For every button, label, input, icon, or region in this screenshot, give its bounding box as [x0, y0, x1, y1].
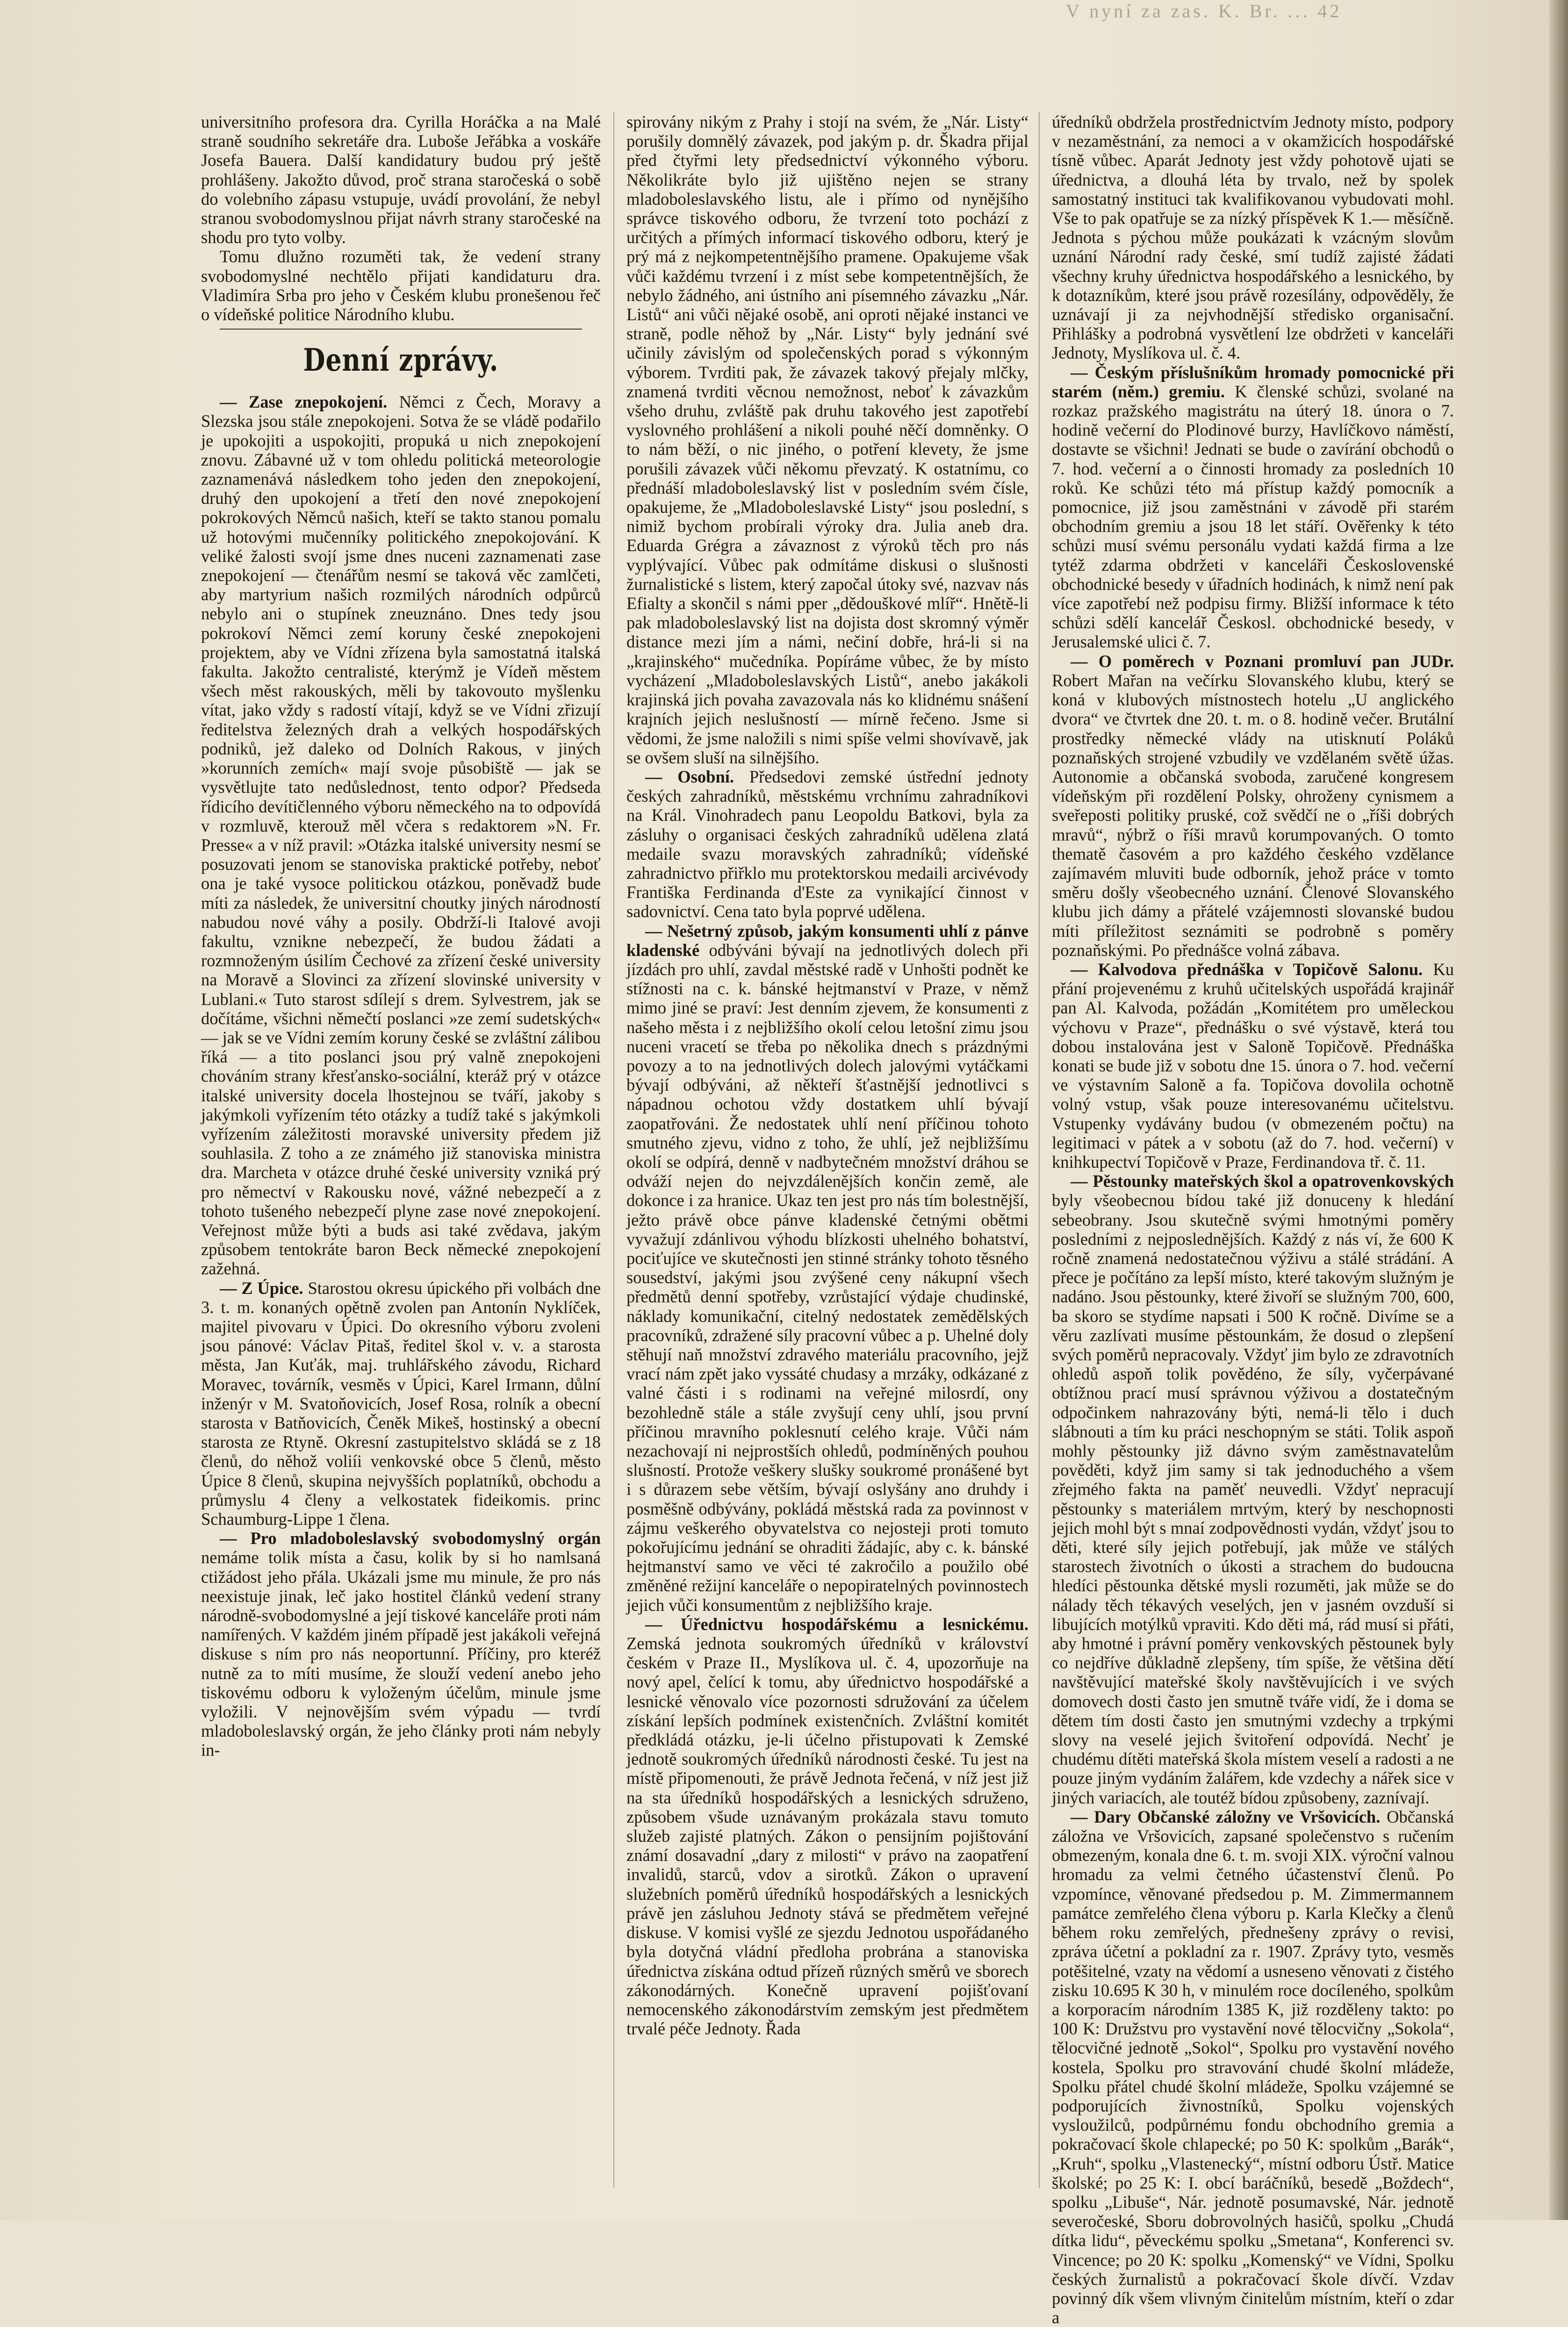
- column-rule: [613, 112, 614, 2188]
- news-item-body: Němci z Čech, Moravy a Slezska jsou stále znepokojeni. Sotva že se vládě podařilo je upokojiti a uspokojiti, propuká u nich znepokojení znovu. Zábavné už v tom ohledu politická meteorologie zaznamenává následkem toho jeden den znepokojení, druhý den upokojení a třetí den nové znepokojení pokrokových Němců našich, kteří se takto stanou pomalu už hotovými mučenníky politického znepokojování. K veliké žalosti svojí jsme dnes nuceni zaznamenati zase znepokojení — čtenářům nesmí se taková věc zamlčeti, aby martyrium našich rozmilých národních odpůrců nebylo ani o stupínek zneuznáno. Dnes tedy jsou pokrokoví Němci zemí koruny české znepokojeni projektem, aby ve Vídni zřízena byla samostatná italská fakulta. Jakožto centralisté, kterýmž je Vídeň městem všech měst rakouských, měli by takovouto myšlenku vítat, jako vždy s radostí vítají, když se ve Vídni zřizují ředitelstva železných drah a velkých hospodářských podniků, jež daleko od Dolních Rakous, v jiných »korunních zemích« mají svoje působiště — jak se vysvětlujte tato nedůslednost, tento odpor? Předseda řídicího devítičlenného výboru německého na to odpovídá v rozmluvě, kterouž měl včera s redaktorem »N. Fr. Presse« a v níž pravil: »Otázka italské university nesmí se posuzovati jenom se stanoviska praktické potřeby, neboť ona je také vysoce politickou otázkou, poněvadž bude míti za následek, že universitní choutky jiných národností nabudou nové váhy a posily. Obdrží-li Italové avoji fakultu, vznikne nebezpečí, že budou žádati a rozmnoženým úsilím Čechové za zřízení české university na Moravě a Slovinci za zřízení slovinské university v Lublani.« Tuto starost sdílejí s drem. Sylvestrem, jak se dočítáme, všichni němečtí poslanci »ze zemí sudetských« — jak se ve Vídni zemím koruny české se zvláštní zálibou říká — a tito poslanci jsou prý valně znepokojeni chováním strany křesťansko-sociální, kteráž prý v otázce italské university docela lhostejnou se tváří, jakoby s jakýmkoli vyřízením této otázky a tudíž také s jakýmkoli vyřízením záležitosti moravské university předem již souhlasila. Z toho a ze známého již stanoviska ministra dra. Marcheta v otázce druhé české university vzniká prý pro němectví v Rakousku nové, vážné nebezpečí a z tohoto tušeného nebezpečí plyne zase nové znepokojení. Veřejnost může býti a buds asi také zvědava, jakým způsobem tentokráte baron Beck německé znepokojení zažehná.: [201, 392, 601, 1278]
- news-item-lead: — Osobní.: [645, 767, 734, 786]
- news-item-lead: — O poměrech v Poznani promluví pan JUDr.: [1071, 651, 1454, 671]
- news-item-body: Občanská záložna ve Vršovicích, zapsané společenstvo s ručením obmezeným, konala dne 6. t. m. svoji XIX. výroční valnou hromadu za velmi četného účastenství členů. Po vzpomínce, věnované předsedou p. M. Zimmermannem památce zemřelého člena výboru p. Karla Klečky a členů během roku zemřelých, přednešeny zprávy o revisi, zpráva účetní a pokladní za r. 1907. Zprávy tyto, vesměs potěšitelné, vzaty na vědomí a usneseno věnovati z čistého zisku 10.695 K 30 h, v minulém roce docíleného, spolkům a korporacím národním 1385 K, již rozděleny takto: po 100 K: Družstvu pro vystavění nové tělocvičny „Sokola“, tělocvičné jednotě „Sokol“, Spolku pro vystavění nového kostela, Spolku pro stravování chudé školní mládeže, Spolku přátel chudé školní mládeže, Spolku vzájemné se podporujících živnostníků, Spolku vojenských vysloužilců, podpůrnému fondu obchodního gremia a pokračovací škole chlapecké; po 50 K: spolkům „Barák“, „Kruh“, spolku „Vlastenecký“, místní odboru Ústř. Matice školské; po 25 K: I. obcí baráčníků, besedě „Boždech“, spolku „Libuše“, Nár. jednotě posumavské, Nár. jednotě severočeské, Sboru dobrovolných hasičů, spolku „Chudá dítka lidu“, pěveckému spolku „Smetana“, Konferenci sv. Vincence; po 20 K: spolku „Komenský“ ve Vídni, Spolku českých žurnalistů a pokračovací škole dívčí. Vzdav povinný dík všem vlivným činitelům místním, kteří o zdar a: [1052, 1807, 1454, 2327]
- news-item-lead: — Pro mladoboleslavský svobodomyslný orgán: [220, 1529, 601, 1548]
- column-3: [1052, 112, 1454, 2327]
- news-item-body: Starostou okresu úpického při volbách dne 3. t. m. konaných opětně zvolen pan Antonín Nyklíček, majitel pivovaru v Úpici. Do okresního výboru zvoleni jsou pánové: Václav Pitaš, ředitel škol v. v. a starosta města, Jan Kuťák, maj. truhlářského závodu, Richard Moravec, továrník, vesměs v Úpici, Karel Irmann, důlní inženýr v M. Svatoňovicích, Josef Rosa, rolník a obecní starosta v Batňovicích, Čeněk Mikeš, hostinský a obecní starosta ze Rtyně. Okresní zastupitelstvo skládá se z 18 členů, do něhož voliíi venkovské obce 5 členů, město Úpice 8 členů, skupina nejvyšších poplatníků, obchodu a průmyslu 4 členy a velkostatek fideikomis. princ Schaumburg-Lippe 1 člena.: [201, 1278, 601, 1529]
- news-item-lead: — Z Úpice.: [220, 1278, 303, 1298]
- page-binding-edge: [1549, 0, 1568, 2220]
- news-item-body: Předsedovi zemské ústřední jednoty českých zahradníků, městskému vrchnímu zahradníkovi na Král. Vinohradech panu Leopoldu Batkovi, byla za zásluhy o organisaci českých zahradníků udělena zlatá medaile svazu moravských zahradníků; vídeňské zahradnictvo přiřklo mu protektorskou medaili arcivévody Františka Ferdinanda d'Este za vynikající činnost v sadovnictví. Cena tato byla poprvé udělena.: [626, 767, 1029, 921]
- news-item-body: byly všeobecnou bídou také již donuceny k hledání sebeobrany. Jsou skutečně svými hmotnými poměry posledními z nejposlednějších. Každý z nás ví, že 600 K ročně znamená nedostatečnou výživu a stálé strádání. A přece je počítáno za lepší místo, které takovým služným je nadáno. Jsou pěstounky, které živoří se služným 700, 600, ba skoro se stydíme napsati i 500 K ročně. Divíme se a věru zazlívati musíme pěstounkám, že dosud o zlepšení svých poměrů nepracovaly. Vždyť jim bylo ze zdravotních ohledů aspoň tolik povědéno, že síly, vyčerpávané obtížnou prací musí správnou výživou a dostatečným odpočinkem nahrazovány býti, nemá-li tělo i duch slábnouti a tím ku práci neschopným se státi. Tolik aspoň mohly pěstounky již dávno svým zaměstnavatelům pověděti, když jim samy si tak jednoduchého a všem zřejmého fakta na paměť neuvedli. Vždyť nepracují pěstounky s materiálem mrtvým, který by neschopnosti jejich mohl být s mnaí zodpovědnosti vydán, vždyť jsou to děti, které síly jejich potřebují, jak může ve stálých starostech životních o úkosti a strachem do budoucna hledíci pěstounka dětské mysli rozuměti, jak může se do nálady těch tékavých veselých, jen v jasném ovzduší si libujících motýlků vpraviti. Kdo děti má, rád musí si přáti, aby hmotné i právní poměry venkovských pěstounek byly co nejdříve důkladně zlepšeny, tím spíše, že většina dětí navštěvující mateřské školy navštěvujících i ve svých domovech dosti často jen smutně tváře vidí, že i doma se dětem tím dosti často jen smutnými vzdechy a trpkými slovy na veselé jejich švitoření odpovídá. Nechť je chudému dítěti mateřská škola místem veselí a radosti a ne pouze jiným vydáním žalářem, kde vzdechy a nářek sice v jiných variacích, ale toutéž bídou způsobeny, zaznívají.: [1052, 1191, 1454, 1807]
- news-item-lead: — Nešetrný způsob, jakým konsumenti uhlí z pánve kladenské: [626, 921, 1029, 960]
- news-item-body: K členské schůzi, svolané na rozkaz pražského magistrátu na úterý 18. února o 7. hodině večerní do Plodinové burzy, Havlíčkovo náměstí, dostavte se všichni! Jednati se bude o zavírání obchodů o 7. hod. večerní a o činnosti hromady za posledních 10 roků. Ke schůzi této má přístup každý pomocník a pomocnice, již jsou zaměstnáni v závodě při starém obchodním gremiu a jsou 18 let stáří. Ověřenky k této schůzi musí svému personálu vydati každá firma a lze tytéž zdarma obdržeti v kanceláři Československé obchodnické besedy v úřadních hodinách, k nimž není pak více zapotřebí než podpisu firmy. Bližší informace k této schůzi sdělí kancelář Českosl. obchodnické besedy, v Jerusalemské ulici č. 7.: [1052, 381, 1454, 652]
- news-item-osobni: [626, 767, 1029, 921]
- news-item-poznan: [1052, 652, 1454, 960]
- article-continuation: universitního profesora dra. Cyrilla Horáčka a na Malé straně soudního sekretáře dra. Luboše Jeřábka a voskáře Josefa Bauera. Další kandidatury budou prý ještě prohlášeny. Jakožto důvod, proč strana staročeská o sobě do volebního zápasu vstupuje, uvádí provolání, že nebyl stranou svobodomyslnou přijat návrh strany staročeské na shodu pro tyto volby.: [201, 112, 601, 247]
- news-item-lead: — Úřednictvu hospodářskému a lesnickému.: [645, 1614, 1029, 1634]
- news-item-urednictvo: [626, 1615, 1029, 2038]
- news-item-mladoboleslav: [201, 1529, 601, 1760]
- news-item-uhli: [626, 921, 1029, 1615]
- column-rule: [1039, 112, 1040, 2188]
- bleed-through-header: V nyní za zas. K. Br. ... 42: [1066, 0, 1342, 22]
- news-item-body: Zemská jednota soukromých úředníků v království českém v Praze II., Myslíkova ul. č. 4, upozorňuje na nový apel, čelící k tomu, aby úřednictvo hospodářské a lesnické věnovalo více pozornosti sdružování za účelem získání lepších podmínek existenčních. Zvláštní komitét předkládá otázku, je-li účelno přistupovati k Zemské jednotě soukromých úředníků národnosti české. Tu jest na místě připomenouti, že právě Jednota řečená, v níž jest již na sta úředníků hospodářských a lesnických sdruženo, způsobem všude uznávaným prokázala stavu tomuto služeb zajisté platných. Zákon o pensijním pojištování známí dosavadní „dary z milosti“ v právo na zaopatření invalidů, starců, vdov a sirotků. Zákon o upravení služebních poměrů úředníků hospodářských a lesnických právě jen zásluhou Jednoty stává se předmětem veřejné diskuse. V komisi vyšlé ze sjezdu Jednotou uspořádaného byla dotyčná vládní předloha probrána a stanoviska úřednictva získána odtud přízeň různých směrů ve sborech zákonodárných. Konečně upravení pojišťovaní nemocenského zákonodárstvím zemským jest předmětem trvalé péče Jednoty. Řada: [626, 1634, 1029, 2039]
- news-item-lead: — Zase znepokojení.: [220, 392, 388, 412]
- news-item-zalozna: [1052, 1807, 1454, 2327]
- news-item-body: Robert Mařan na večírku Slovanského klubu, který se koná v klubových místnostech hotelu „U anglického dvora“ ve čtvrtek dne 20. t. m. o 8. hodině večer. Brutální prostředky německé vlády na utisknutí Poláků poznaňských strojené vzbudily ve vzdělaném světě úžas. Autonomie a občanská svoboda, zaručené kongresem vídeňským při rozdělení Polsky, ohroženy cynismem a sveřeposti politiky pruské, což svědčí ne o „říši dobrých mravů“, nýbrž o říši mravů korumpovaných. O tomto thematě časovém a pro každého českého vzdělance zajímavém mluviti bude odborník, jehož práce v tomto směru došly všeobecného uznání. Členové Slovanského klubu jich dámy a přátelé vzájemnosti slovanské budou míti příležitost seznámiti se podrobně s poměry poznaňskými. Po přednášce volná zábava.: [1052, 670, 1454, 960]
- article-paragraph: Tomu dlužno rozuměti tak, že vedení strany svobodomyslné nechtělo přijati kandidaturu dra. Vladimíra Srba pro jeho v Českém klubu pronešenou řeč o vídeňské politice Národního klubu.: [201, 247, 601, 324]
- news-item-lead: — Pěstounky mateřských škol a opatrovenkovských: [1071, 1171, 1454, 1191]
- section-heading: Denní zprávy.: [303, 342, 499, 379]
- news-item-lead: — Dary Občanské záložny ve Vršovicích.: [1071, 1807, 1381, 1826]
- news-item-body: Ku přání projevenému z kruhů učitelských uspořádá krajinář pan Al. Kalvoda, požádán „Komitétem pro uměleckou výchovu v Praze“, přednášku o své výstavě, která tou dobou instalována jest v Saloně Topičově. Přednáška konati se bude již v sobotu dne 15. února o 7. hod. večerní ve výstavním Saloně a fa. Topičova dovolila ochotně volný vstup, však pouze interesovanému učitelstvu. Vstupenky vydávány budou (v obmezeném počtu) na legitimaci v pátek a v sobotu (až do 7. hod. večerní) v knihkupectví Topičově v Praze, Ferdinandova tř. č. 11.: [1052, 959, 1454, 1171]
- column-2: [626, 112, 1029, 2188]
- news-item-upice: [201, 1278, 601, 1529]
- article-continuation: spirovány nikým z Prahy i stojí na svém, že „Nár. Listy“ porušily domnělý závazek, pod jakým p. dr. Škadra přijal před čtyřmi lety předsednictví výkonného výboru. Několikráte bylo již ujištěno nejen se strany mladoboleslavského listu, ale i přímo od nynějšího správce tiskového odboru, že tvrzení toto pochází z určitých a přímých informací tiskového odboru, který je prý má z nejkompetentnějšího pramene. Opakujeme však vůči každému tvrzení i z míst sebe kompetentnějších, že nebylo žádného, ani ústního ani písemného závazku „Nár. Listů“ ani vůči nějaké osobě, ani oproti nějaké instanci ve straně, podle něhož by „Nár. Listy“ byly jednání své učinily závislým od společenských porad s výkonným výborem. Tvrditi pak, že závazek takový přejaly mlčky, znamená tvrditi věcnou nemožnost, neboť k závazkům všeho druhu, zvláště pak druhu takového jest zapotřebí vyslovného prohlášení a nikoli pouhé něčí domněnky. O to nám běží, o nic jiného, o potření klevety, že jsme porušili závazek vůči někomu převzatý. K ostatnímu, co přednáší mladoboleslavský list v posledním svém čísle, opakujeme, že „Mladoboleslavské Listy“ jsou poslední, s nimiž bychom probírali výroky dra. Julia aneb dra. Eduarda Grégra a závaznost z výroků těch pro nás vyplývající. Vůbec pak odmítáme diskusi o slušnosti žurnalistické s listem, který započal útoky své, nazvav nás Efialty a skončil s námi pper „dědouškové mlíř“. Hnětě-li pak mladoboleslavský list na dojista dost skromný výměr distance mezi jím a námi, nečiní dobře, hrá-li si na „krajinského“ mučedníka. Popíráme vůbec, že by místo vycházení „Mladoboleslavských Listů“, anebo jakákoli krajinská jich povaha zavazovala nás ko klidnému snášení krajních jejich neslušností — mírně řečeno. Jsme si vědomi, že jsme naložili s nimi spíše velmi shovívavě, jak se ovšem sluší na silnějšího.: [626, 112, 1029, 767]
- article-continuation: úředníků obdržela prostřednictvím Jednoty místo, podpory v nezaměstnání, za nemoci a v okamžicích hospodářské tísně vůbec. Aparát Jednoty jest vždy pohotově ujati se úřednictva, a dlouhá léta by trvalo, než by spolek samostatný instituci tak kvalifikovanou vybudovati mohl. Vše to pak opatřuje se za nízký příspěvek K 1.— měsíčně. Jednota s pýchou může poukázati k vzácným slovům uznání Národní rady české, smí tudíž zajisté žádati všechny kruhy úřednictva hospodářského a lesnického, by k dotazníkům, které jsou právě rozesílány, odpověděly, že uznávají ji za nejvhodnější středisko organisační. Přihlášky a podrobná vysvětlení lze obdržeti v kanceláři Jednoty, Myslíkova ul. č. 4.: [1052, 112, 1454, 363]
- news-item-pestounky: [1052, 1171, 1454, 1807]
- news-item-body: nemáme tolik místa a času, kolik by si ho namlsaná ctižádost jeho přála. Ukázali jsme mu minule, že pro nás neexistuje jinak, leč jako hostitel článků vedení strany národně-svobodomyslné a její tiskové kanceláře proti nám namířených. V každém jiném případě jest jakákoli veřejná diskuse s ním pro nás neoportunní. Příčiny, pro kteréž nutně za to míti musíme, že slouží vedení anebo jeho tiskovému odboru k vyloženým účelům, minule jsme vyložili. V nejnovějším svém výpadu — tvrdí mladoboleslavský orgán, že jeho články proti nám nebyly in-: [201, 1548, 601, 1760]
- news-item-kalvoda: [1052, 960, 1454, 1171]
- news-item-lead: — Českým příslušníkům hromady pomocnické při starém (něm.) gremiu.: [1052, 362, 1454, 401]
- column-1: [201, 112, 601, 2188]
- news-item-body: odbýváni bývají na jednotlivých dolech při jízdách pro uhlí, zavdal městské radě v Unhošti podnět ke stížnosti na c. k. bánské hejtmanství v Praze, v němž mimo jiné se praví: Jest denním zjevem, že konsumenti z našeho města i z nejbližšího okolí celou letošní zimu jsou nuceni vracetí se třeba po několika dnech s prázdnými povozy a to na jednotlivých dolech jalovými vytáčkami bývají odbýváni, až někteří šťastnější jednotlivci s nápadnou ochotou vždy dostatkem uhlí bývají zaopatřováni. Že nedostatek uhlí není příčinou tohoto smutného zjevu, vidno z toho, že uhlí, jež nejbližšímu okolí se odpírá, denně v nadbytečném množství dráhou se odváží nejen do nejvzdálenějších končin země, ale dokonce i za hranice. Ukaz ten jest pro nás tím bolestnější, ježto právě obce pánve kladenské četnými obětmi vyvažují zdánlivou výhodu blízkosti uhelného bohatství, pociťujíce ve skutečnosti jen stinné stránky tohoto těsného sousedství, jakými jsou zvýšené ceny nákupní všech předmětů denní spotřeby, vzrůstající výdaje chudinské, náklady komunikační, citelný nedostatek zemědělských pracovníků, zdražené síly pracovní vůbec a p. Uhelné doly stěhují naň množství zdravého materiálu pracovního, jejž vrací nám zpět jako vyssáté chudasy a mrzáky, odkázané z valné části i s rodinami na veřejné milosrdí, ony bezohledně stále a stále zvyšují ceny uhlí, jsou první příčinou mravního poklesnutí celého kraje. Vůči nám nezachovají ni nejprostších ohledů, podmíněných pouhou slušností. Protože veškery slušky soukromé pronášené byt i s důrazem sebe větším, bývají oslyšány ano druhdy i posměšně odbývány, pokládá městská rada za povinnost v zájmu veškerého obyvatelstva co nejosteji proti tomuto pokořujícímu jednání se ohraditi žádajíc, aby c. k. bánské hejtmanství samo ve věci té zakročilo a použilo obé změněné režijní kanceláře o nepopiratelných povinnostech jejich vůči konsumentům z nejbližšího kraje.: [626, 940, 1029, 1615]
- news-item-hromada: [1052, 363, 1454, 652]
- news-item-znepokojeni: [201, 392, 601, 1278]
- divider: [220, 329, 582, 330]
- news-item-lead: — Kalvodova přednáška v Topičově Salonu.: [1071, 959, 1423, 979]
